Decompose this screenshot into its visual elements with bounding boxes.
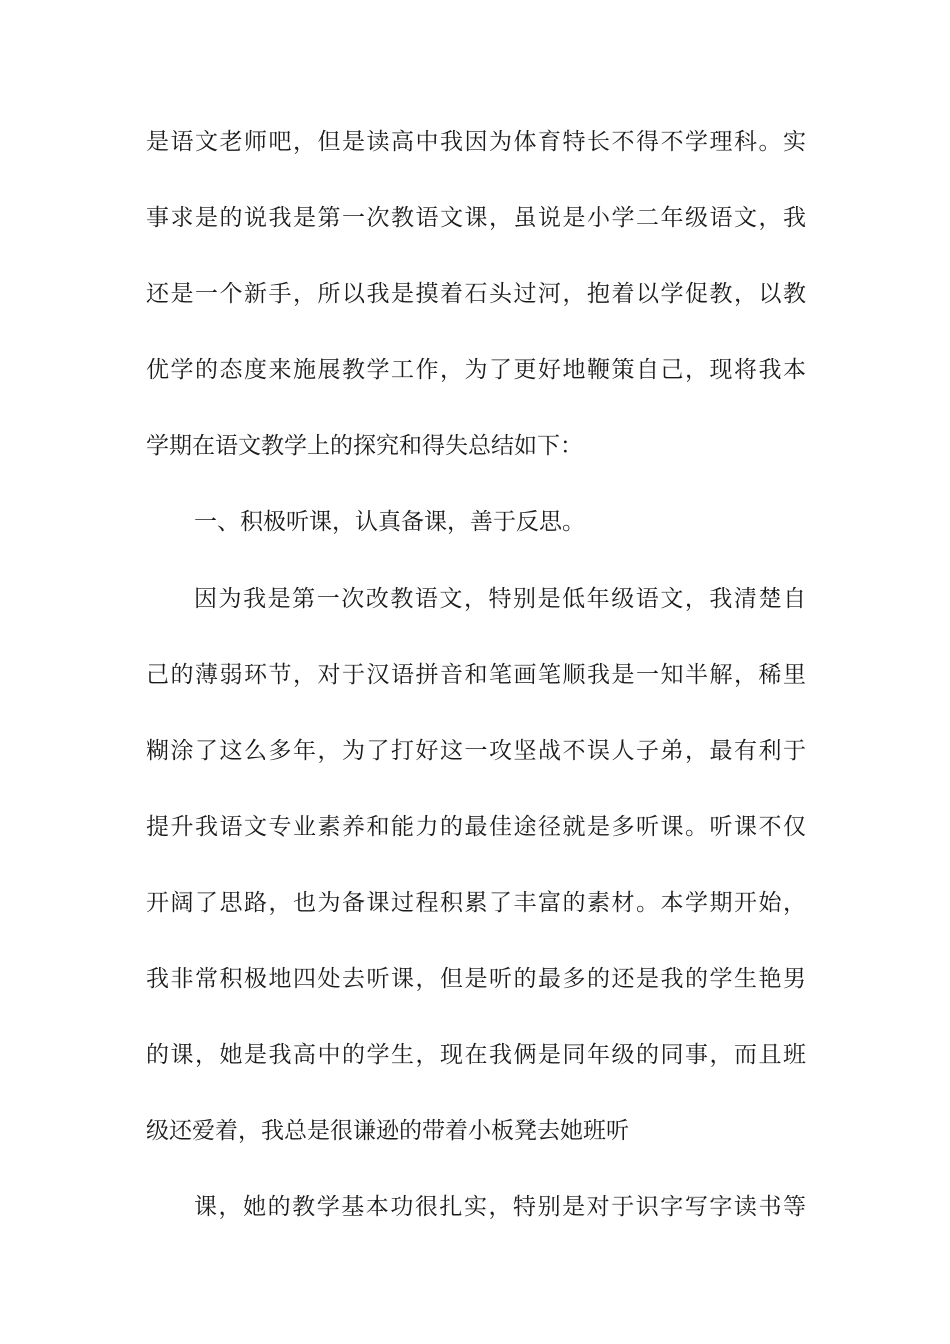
- text-line: 开阔了思路，也为备课过程积累了丰富的素材。本学期开始，: [146, 889, 806, 916]
- text-line: 课，她的教学基本功很扎实，特别是对于识字写字读书等: [194, 1194, 806, 1221]
- text-line: 事求是的说我是第一次教语文课，虽说是小学二年级语文，我: [146, 205, 806, 232]
- text-line: 因为我是第一次改教语文，特别是低年级语文，我清楚自: [194, 585, 806, 612]
- text-line: 是语文老师吧，但是读高中我因为体育特长不得不学理科。实: [146, 129, 806, 155]
- text-line: 优学的态度来施展教学工作，为了更好地鞭策自己，现将我本: [146, 357, 806, 384]
- text-line: 的课，她是我高中的学生，现在我俩是同年级的同事，而且班: [146, 1042, 806, 1069]
- section-heading: 一、积极听课，认真备课，善于反思。: [194, 509, 585, 536]
- text-line: 学期在语文教学上的探究和得失总结如下：: [146, 433, 583, 460]
- text-line: 糊涂了这么多年，为了打好这一攻坚战不误人子弟，最有利于: [146, 737, 806, 764]
- text-line: 己的薄弱环节，对于汉语拼音和笔画笔顺我是一知半解，稀里: [146, 661, 806, 688]
- text-line: 提升我语文专业素养和能力的最佳途径就是多听课。听课不仅: [146, 813, 806, 840]
- text-line: 级还爱着，我总是很谦逊的带着小板凳去她班听: [146, 1118, 629, 1145]
- document-text: [146, 129, 806, 1270]
- text-line: 还是一个新手，所以我是摸着石头过河，抱着以学促教，以教: [146, 281, 806, 308]
- text-line: 我非常积极地四处去听课，但是听的最多的还是我的学生艳男: [146, 966, 806, 993]
